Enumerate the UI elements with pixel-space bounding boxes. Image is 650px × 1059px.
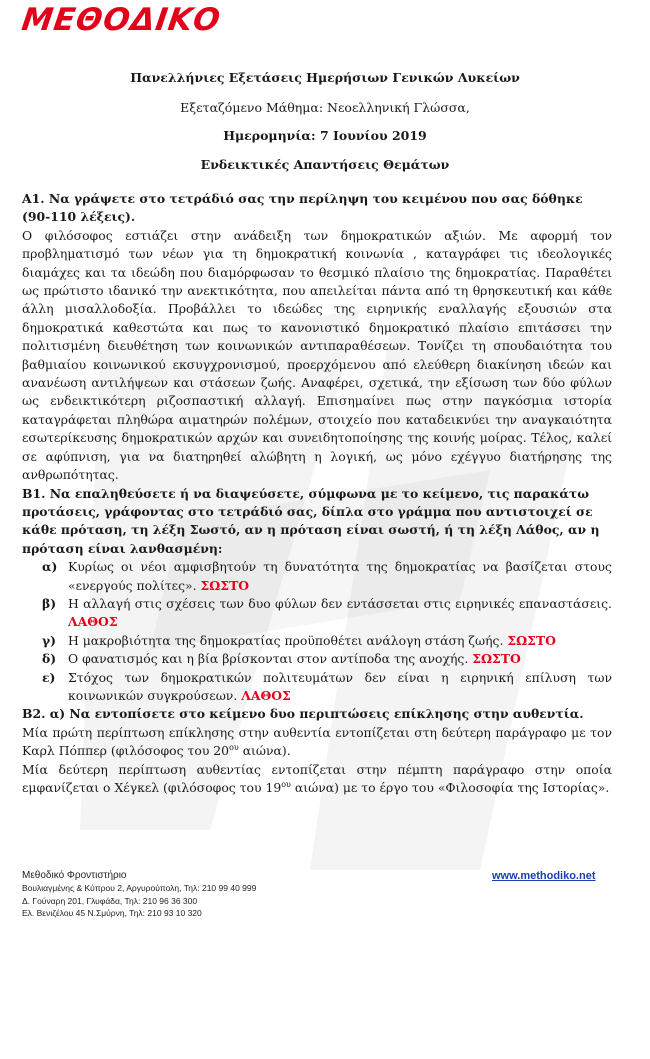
footer-company-name: Μεθοδικό Φροντιστήριο bbox=[22, 870, 127, 881]
answer-text: Μία πρώτη περίπτωση επίκλησης στην αυθεντία εντοπίζεται στη δεύτερη παράγραφο με τον Καρλ Πόππερ (φιλόσοφος του 20 bbox=[22, 724, 612, 759]
b1-item-b bbox=[22, 595, 612, 632]
answer-b2-first bbox=[22, 724, 612, 761]
answer-text: Μία δεύτερη περίπτωση αυθεντίας εντοπίζεται στην πέμπτη παράγραφο στην οποία εμφανίζεται ο Χέγκελ (φιλόσοφος του 19 bbox=[22, 761, 612, 795]
document-body bbox=[22, 190, 612, 797]
item-letter: α) bbox=[42, 559, 58, 575]
answer-b2-second bbox=[22, 761, 612, 798]
footer-address-2: Δ. Γούναρη 201, Γλυφάδα, Τηλ: 210 96 36 300 bbox=[22, 895, 198, 906]
b1-item-a bbox=[22, 558, 612, 595]
item-text: Η μακροβιότητα της δημοκρατίας προϋποθέτει ανάλογη στάση ζωής. bbox=[68, 632, 504, 648]
b1-item-c bbox=[22, 632, 612, 650]
ordinal-superscript: ου bbox=[229, 743, 239, 753]
item-letter: β) bbox=[42, 595, 57, 611]
ordinal-superscript: ου bbox=[281, 779, 291, 789]
verdict-label: ΣΩΣΤΟ bbox=[507, 632, 556, 648]
footer-contact bbox=[22, 870, 256, 920]
question-b2: Β2. α) Να εντοπίσετε στο κείμενο δυο περιπτώσεις επίκλησης στην αυθεντία. bbox=[22, 706, 584, 722]
answer-a1: Ο φιλόσοφος εστιάζει στην ανάδειξη των δημοκρατικών αξιών. Με αφορμή τον προβληματισμό των νέων για τη δημοκρατική κοινωνία , καταγράφει τις ιδεολογικές διαμάχες και τα ιδεώδη που διαμόρφωσαν το θεσμικό πλαίσιο της δημοκρατίας. Παραθέτει ως πρώτιστο ιδανικό την ανεκτικότητα, που απειλείται πάντα από τη θρησκευτική και κάθε άλλη μισαλλοδοξία. Προβάλλει το ιδεώδες της ειρηνικής εναλλαγής εξουσιών στα δημοκρατικά καθεστώτα και πως το κανονιστικό δημοκρατικό πλαίσιο επιτάσσει την πολιτισμένη διευθέτηση των κοινωνικών αντιπαραθέσεων. Τονίζει τη σπουδαιότητα του βαθμιαίου κοινωνικού εκσυγχρονισμού, προερχόμενου από ελεύθερη διακίνηση ιδεών και ανανέωση αντιλήψεων και στάσεων ζωής. Αναφέρει, σχετικά, την εξίσωση των δύο φύλων ως ενδεικτικότερη ριζοσπαστική αλλαγή. Επισημαίνει πως στην παγκόσμια ιστορία καταγράφεται πληθώρα αιματηρών πολέμων, στοιχείο που καταδεικνύει την αναγκαιότητα εσωτερίκευσης δημοκρατικών αρχών και συνειδητοποίησης της κοινής μοίρας. Τέλος, καλεί σε αφύπνιση, για να διατηρηθεί αλώβητη η λογική, ως μόνο εχέγγυο διατήρησης της ανθρωπότητας. bbox=[22, 227, 612, 483]
verdict-label: ΣΩΣΤΟ bbox=[200, 577, 250, 593]
b1-item-d bbox=[22, 650, 612, 668]
question-a1: Α1. Να γράψετε στο τετράδιό σας την περίληψη του κειμένου που σας δόθηκε (90-110 λέξεις). bbox=[22, 191, 583, 225]
exam-date: Ημερομηνία: 7 Ιουνίου 2019 bbox=[223, 128, 427, 143]
verdict-label: ΣΩΣΤΟ bbox=[472, 651, 521, 667]
methodiko-logo: ΜΕΘΟΔΙΚΟ bbox=[19, 2, 224, 38]
item-letter: γ) bbox=[42, 632, 57, 648]
exam-title: Πανελλήνιες Εξετάσεις Ημερήσιων Γενικών Λυκείων bbox=[130, 70, 520, 85]
footer-address-1: Βουλιαγμένης & Κύπρου 2, Αργυρούπολη, Τηλ: 210 99 40 999 bbox=[22, 883, 257, 894]
answer-text: αιώνα) με το έργο του «Φιλοσοφία της Ιστορίας». bbox=[290, 780, 610, 795]
item-text: Ο φανατισμός και η βία βρίσκονται στον αντίποδα της ανοχής. bbox=[68, 651, 469, 667]
b1-statements bbox=[22, 558, 612, 705]
website-link[interactable]: www.methodiko.net bbox=[492, 870, 596, 882]
exam-subject: Εξεταζόμενο Μάθημα: Νεοελληνική Γλώσσα, bbox=[180, 100, 470, 115]
item-text: Στόχος των δημοκρατικών πολιτευμάτων δεν είναι η ειρηνική επίλυση των κοινωνικών συγκρούσεων. bbox=[68, 669, 612, 703]
answer-text: αιώνα). bbox=[238, 743, 291, 759]
footer-address-3: Ελ. Βενιζέλου 45 Ν.Σμύρνη, Τηλ: 210 93 10 320 bbox=[22, 908, 202, 919]
question-b1: Β1. Να επαληθεύσετε ή να διαψεύσετε, σύμφωνα με το κείμενο, τις παρακάτω προτάσεις, γράφοντας στο τετράδιό σας, δίπλα στο γράμμα που αντιστοιχεί σε κάθε πρόταση, τη λέξη Σωστό, αν η πρόταση είναι σωστή, ή τη λέξη Λάθος, αν η πρόταση είναι λανθασμένη: bbox=[22, 485, 600, 556]
item-text: Κυρίως οι νέοι αμφισβητούν τη δυνατότητα της δημοκρατίας να βασίζεται στους «ενεργούς πολίτες». bbox=[68, 559, 612, 593]
item-letter: δ) bbox=[42, 651, 57, 667]
item-text: Η αλλαγή στις σχέσεις των δυο φύλων δεν εντάσσεται στις ειρηνικές επαναστάσεις. bbox=[68, 595, 612, 611]
answers-heading: Ενδεικτικές Απαντήσεις Θεμάτων bbox=[200, 157, 450, 172]
verdict-label: ΛΑΘΟΣ bbox=[68, 614, 118, 630]
item-letter: ε) bbox=[42, 669, 56, 685]
verdict-label: ΛΑΘΟΣ bbox=[241, 687, 291, 703]
b1-item-e bbox=[22, 669, 612, 706]
